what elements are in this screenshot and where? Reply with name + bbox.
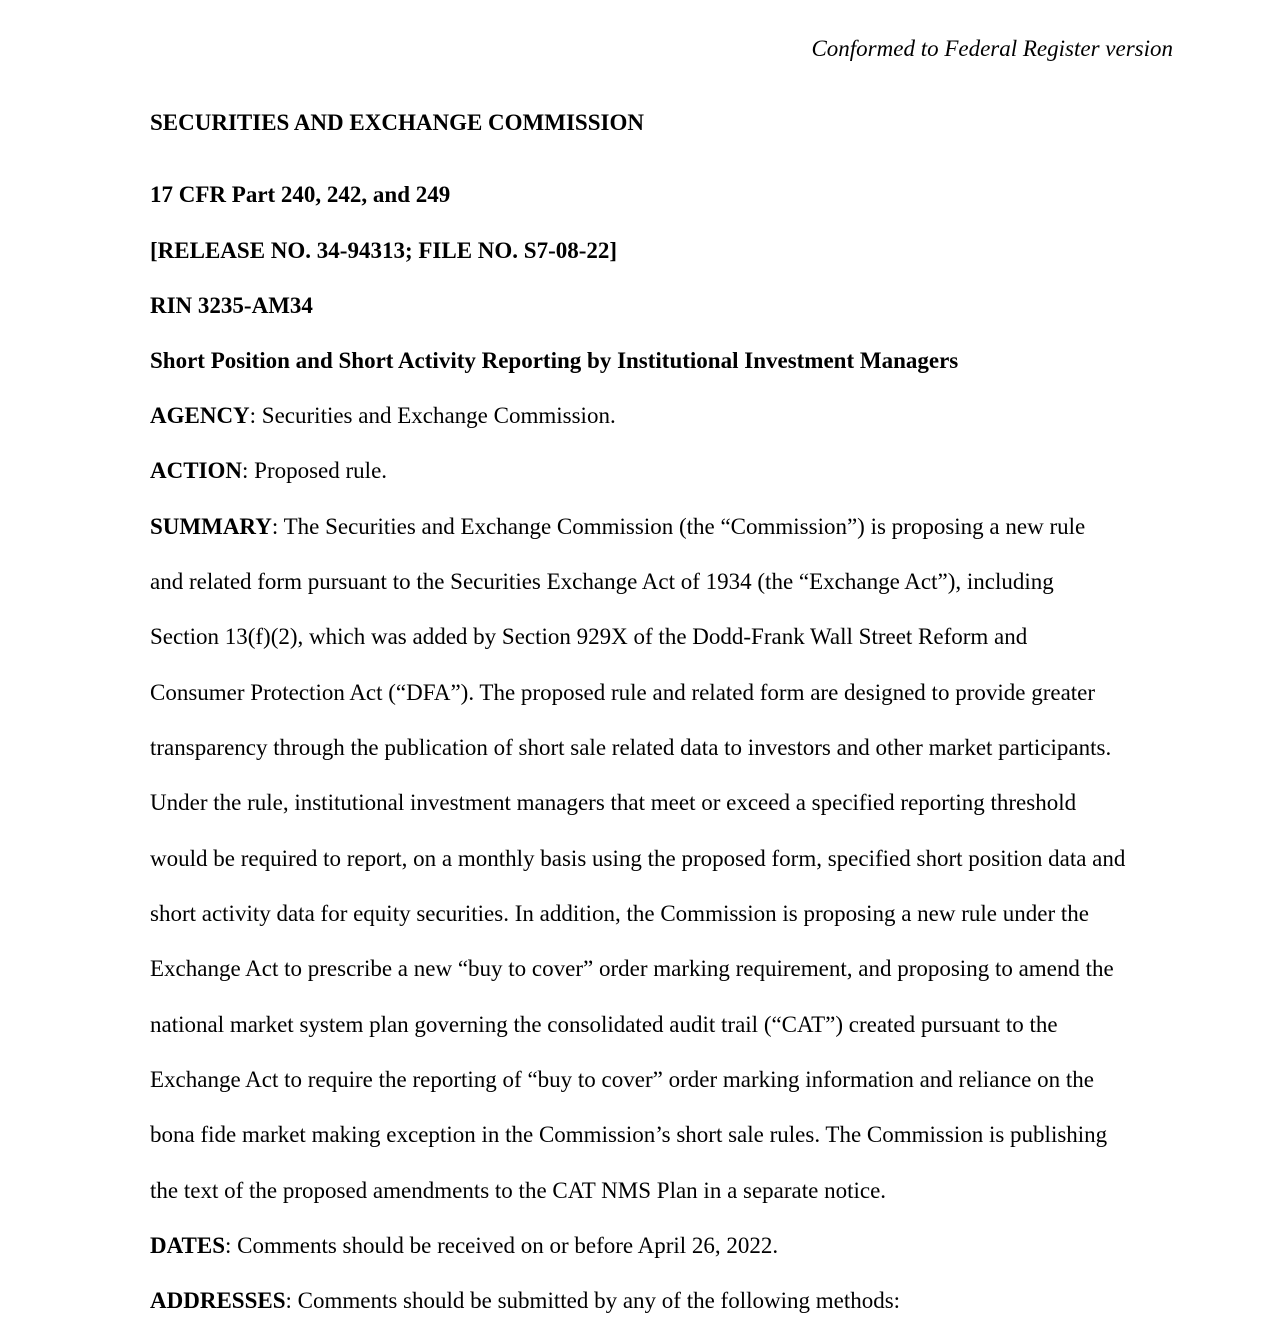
summary-line: Consumer Protection Act (“DFA”). The proposed rule and related form are designed to provide greater: [150, 680, 1096, 705]
addresses-text: : Comments should be submitted by any of the following methods:: [285, 1288, 901, 1313]
summary-line: would be required to report, on a monthly basis using the proposed form, specified short position data and: [150, 846, 1126, 871]
action-text: : Proposed rule.: [242, 458, 388, 483]
summary-line: [150, 513, 1085, 541]
addresses-line: [150, 1287, 900, 1315]
dates-text: : Comments should be received on or before April 26, 2022.: [225, 1233, 779, 1258]
agency-text: : Securities and Exchange Commission.: [249, 403, 616, 428]
summary-line: Section 13(f)(2), which was added by Section 929X of the Dodd-Frank Wall Street Reform and: [150, 624, 1028, 649]
summary-line: and related form pursuant to the Securities Exchange Act of 1934 (the “Exchange Act”), including: [150, 569, 1054, 594]
rin-number: RIN 3235-AM34: [150, 293, 313, 318]
summary-line: bona fide market making exception in the Commission’s short sale rules. The Commission is publishing: [150, 1122, 1108, 1147]
dates-line: [150, 1232, 778, 1260]
summary-line: Under the rule, institutional investment managers that meet or exceed a specified reporting threshold: [150, 790, 1077, 815]
summary-line: Exchange Act to prescribe a new “buy to cover” order marking requirement, and proposing to amend the: [150, 956, 1114, 981]
dates-label: DATES: [150, 1233, 225, 1258]
summary-line: short activity data for equity securities. In addition, the Commission is proposing a new rule under the: [150, 901, 1089, 926]
summary-line: transparency through the publication of short sale related data to investors and other market participants.: [150, 735, 1112, 760]
summary-line: the text of the proposed amendments to the CAT NMS Plan in a separate notice.: [150, 1178, 887, 1203]
agency-line: [150, 402, 616, 430]
cfr-part: 17 CFR Part 240, 242, and 249: [150, 182, 451, 207]
summary-label: SUMMARY: [150, 514, 272, 539]
summary-text: : The Securities and Exchange Commission (the “Commission”) is proposing a new rule: [271, 514, 1086, 539]
document-title: Short Position and Short Activity Reporting by Institutional Investment Managers: [150, 348, 959, 373]
summary-line: Exchange Act to require the reporting of “buy to cover” order marking information and reliance on the: [150, 1067, 1094, 1092]
agency-label: AGENCY: [150, 403, 250, 428]
release-number: [RELEASE NO. 34-94313; FILE NO. S7-08-22]: [150, 238, 618, 263]
action-line: [150, 457, 387, 485]
summary-line: national market system plan governing the consolidated audit trail (“CAT”) created pursuant to the: [150, 1012, 1058, 1037]
conformed-version-note: Conformed to Federal Register version: [811, 36, 1173, 61]
agency-heading: SECURITIES AND EXCHANGE COMMISSION: [150, 110, 644, 135]
addresses-label: ADDRESSES: [150, 1288, 286, 1313]
action-label: ACTION: [150, 458, 243, 483]
